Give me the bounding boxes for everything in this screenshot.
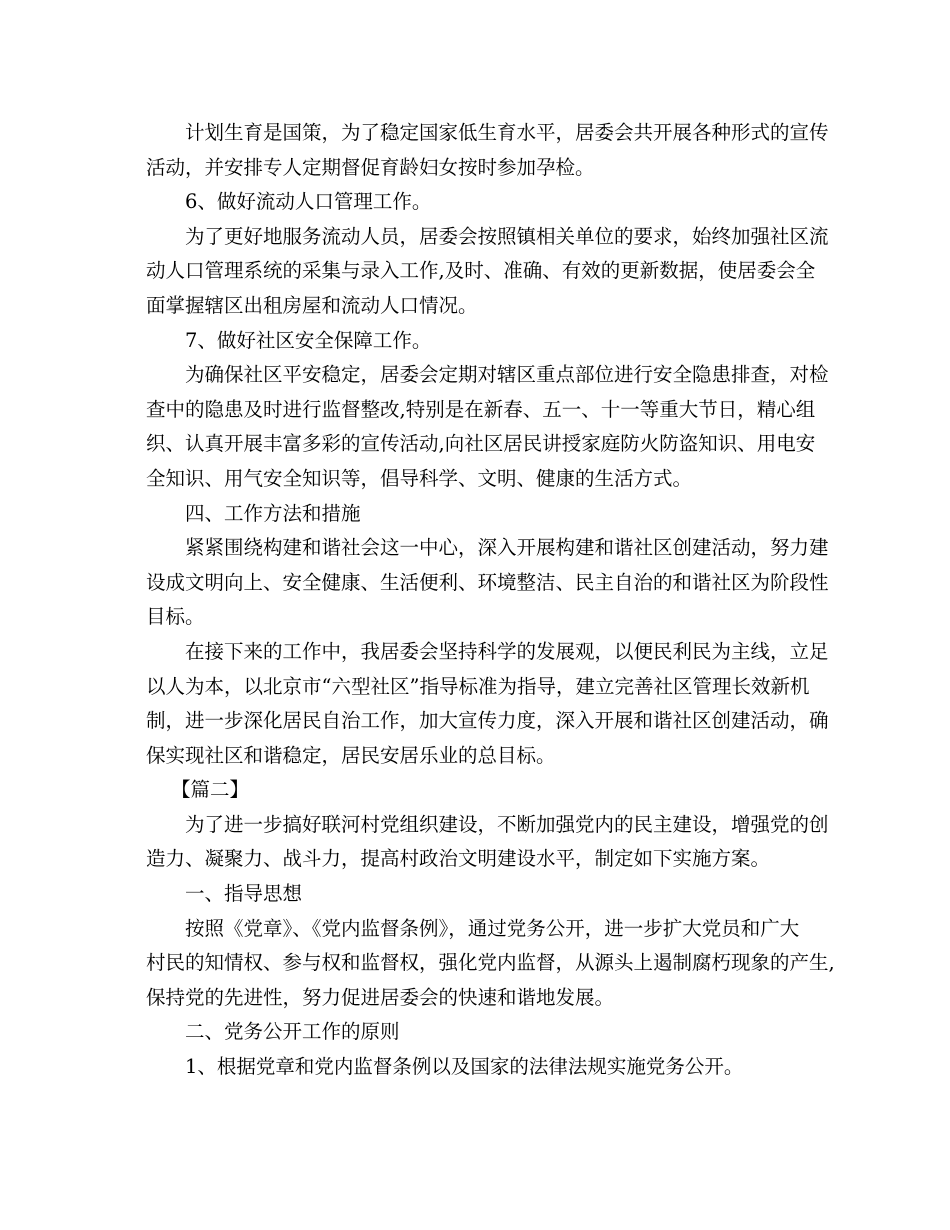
text-line: 计划生育是国策，为了稳定国家低生育水平，居委会共开展各种形式的宣传 bbox=[185, 121, 829, 144]
text-line: 村民的知情权、参与权和监督权，强化党内监督，从源头上遏制腐朽现象的产生, bbox=[146, 951, 835, 975]
text-line: 为了更好地服务流动人员，居委会按照镇相关单位的要求，始终加强社区流 bbox=[185, 224, 829, 248]
section-heading: 1、根据党章和党内监督条例以及国家的法律法规实施党务公开。 bbox=[185, 1055, 744, 1079]
section-heading: 一、指导思想 bbox=[185, 882, 303, 906]
text-line: 动人口管理系统的采集与录入工作,及时、准确、有效的更新数据，使居委会全 bbox=[146, 259, 816, 283]
text-line: 在接下来的工作中，我居委会坚持科学的发展观，以便民利民为主线，立足 bbox=[185, 639, 829, 663]
text-line: 紧紧围绕构建和谐社会这一中心，深入开展构建和谐社区创建活动，努力建 bbox=[185, 536, 829, 560]
text-line: 查中的隐患及时进行监督整改,特别是在新春、五一、十一等重大节日，精心组 bbox=[146, 397, 816, 421]
text-line: 以人为本，以北京市“六型社区”指导标准为指导，建立完善社区管理长效新机 bbox=[146, 674, 810, 698]
section-heading: 7、做好社区安全保障工作。 bbox=[185, 328, 432, 352]
text-line: 造力、凝聚力、战斗力，提高村政治文明建设水平，制定如下实施方案。 bbox=[146, 847, 771, 871]
text-line: 设成文明向上、安全健康、生活便利、环境整洁、民主自治的和谐社区为阶段性 bbox=[146, 570, 829, 594]
text-line: 保持党的先进性，努力促进居委会的快速和谐地发展。 bbox=[146, 985, 615, 1009]
text-line: 为了进一步搞好联河村党组织建设，不断加强党内的民主建设，增强党的创 bbox=[185, 812, 829, 836]
text-line: 活动，并安排专人定期督促育龄妇女按时参加孕检。 bbox=[146, 155, 595, 179]
text-line: 保实现社区和谐稳定，居民安居乐业的总目标。 bbox=[146, 743, 556, 767]
section-heading: 6、做好流动人口管理工作。 bbox=[185, 190, 432, 214]
text-line: 面掌握辖区出租房屋和流动人口情况。 bbox=[146, 293, 478, 317]
section-heading: 四、工作方法和措施 bbox=[185, 501, 361, 525]
section-heading: 二、党务公开工作的原则 bbox=[185, 1020, 400, 1044]
text-line: 按照《党章》、《党内监督条例》，通过党务公开，进一步扩大党员和广大 bbox=[185, 916, 800, 940]
text-line: 为确保社区平安稳定，居委会定期对辖区重点部位进行安全隐患排查，对检 bbox=[185, 363, 829, 387]
text-line: 制，进一步深化居民自治工作，加大宣传力度，深入开展和谐社区创建活动，确 bbox=[146, 709, 829, 733]
text-line: 全知识、用气安全知识等，倡导科学、文明、健康的生活方式。 bbox=[146, 466, 693, 490]
part-title: 【篇二】 bbox=[171, 778, 250, 802]
text-line: 织、认真开展丰富多彩的宣传活动,向社区居民讲授家庭防火防盗知识、用电安 bbox=[146, 432, 816, 456]
text-line: 目标。 bbox=[146, 605, 205, 629]
document-body bbox=[146, 116, 835, 1085]
